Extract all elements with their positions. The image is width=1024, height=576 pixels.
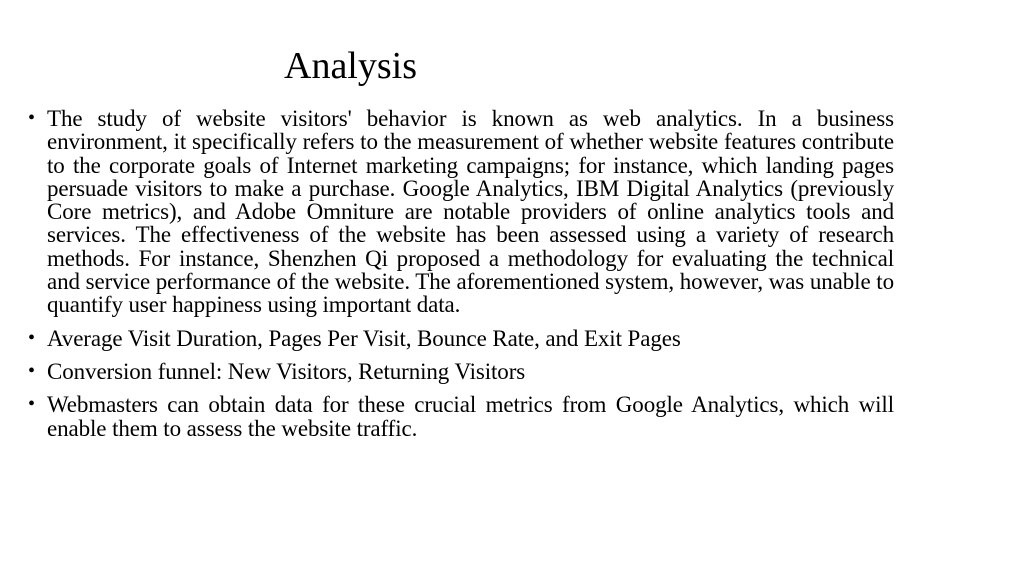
bullet-icon: • <box>28 326 36 349</box>
bullet-item-visit-metrics <box>28 327 894 350</box>
bullet-item-web-analytics <box>28 107 894 317</box>
bullet-list <box>28 107 894 450</box>
bullet-text: Average Visit Duration, Pages Per Visit, Bounce Rate, and Exit Pages <box>47 325 681 351</box>
bullet-text: The study of website visitors' behavior is known as web analytics. In a business environment, it specifically refers to the measurement of whether website features contribute to the corporate goals of Internet marketing campaigns; for instance, which landing pages persuade visitors to make a purchase. Google Analytics, IBM Digital Analytics (previously Core metrics), and Adobe Omniture are notable providers of online analytics tools and services. The effectiveness of the website has been assessed using a variety of research methods. For instance, Shenzhen Qi proposed a methodology for evaluating the technical and service performance of the website. The aforementioned system, however, was unable to quantify user happiness using important data. <box>47 106 894 318</box>
bullet-icon: • <box>28 393 36 416</box>
bullet-text: Conversion funnel: New Visitors, Returning Visitors <box>47 358 526 384</box>
bullet-item-conversion-funnel <box>28 360 894 383</box>
bullet-item-webmasters <box>28 393 894 440</box>
bullet-icon: • <box>28 107 36 129</box>
bullet-icon: • <box>28 359 36 382</box>
bullet-text: Webmasters can obtain data for these crucial metrics from Google Analytics, which will enable them to assess the website traffic. <box>47 392 894 441</box>
slide-title: Analysis <box>284 45 417 87</box>
